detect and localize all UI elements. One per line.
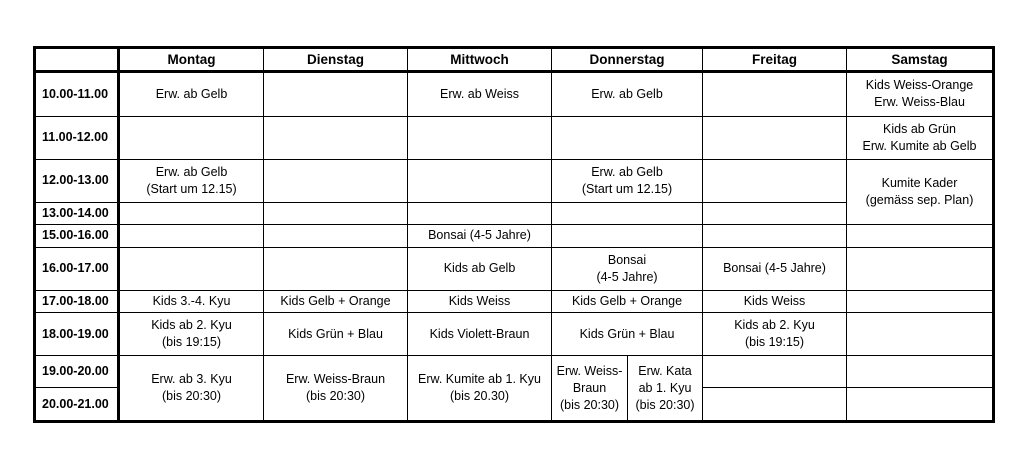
- row-16: [35, 247, 994, 290]
- cell-do-15: [552, 225, 703, 247]
- row-12: [35, 159, 994, 202]
- cell-mi-10: Erw. ab Weiss: [408, 72, 552, 117]
- cell-sa-11: Kids ab Grün Erw. Kumite ab Gelb: [847, 116, 994, 159]
- cell-mi-17: Kids Weiss: [408, 290, 552, 312]
- cell-mo-15: [119, 225, 264, 247]
- cell-fr-18: Kids ab 2. Kyu (bis 19:15): [703, 313, 847, 356]
- cell-sa-19: [847, 356, 994, 388]
- cell-fr-20: [703, 388, 847, 422]
- time-cell: 18.00-19.00: [35, 313, 119, 356]
- header-day-samstag: Samstag: [847, 48, 994, 72]
- cell-mi-16: Kids ab Gelb: [408, 247, 552, 290]
- time-cell: 20.00-21.00: [35, 388, 119, 422]
- cell-do-17: Kids Gelb + Orange: [552, 290, 703, 312]
- cell-sa-20: [847, 388, 994, 422]
- cell-do-19-b: Erw. Kata ab 1. Kyu (bis 20:30): [628, 356, 703, 422]
- header-day-donnerstag: Donnerstag: [552, 48, 703, 72]
- cell-fr-19: [703, 356, 847, 388]
- row-19: [35, 356, 994, 388]
- row-10: [35, 72, 994, 117]
- time-cell: 13.00-14.00: [35, 203, 119, 225]
- header-corner: [35, 48, 119, 72]
- cell-sa-17: [847, 290, 994, 312]
- time-cell: 17.00-18.00: [35, 290, 119, 312]
- time-cell: 15.00-16.00: [35, 225, 119, 247]
- header-day-montag: Montag: [119, 48, 264, 72]
- time-cell: 12.00-13.00: [35, 159, 119, 202]
- header-day-mittwoch: Mittwoch: [408, 48, 552, 72]
- time-cell: 16.00-17.00: [35, 247, 119, 290]
- cell-sa-12: Kumite Kader (gemäss sep. Plan): [847, 159, 994, 225]
- cell-di-13: [264, 203, 408, 225]
- cell-do-11: [552, 116, 703, 159]
- cell-fr-10: [703, 72, 847, 117]
- time-cell: 19.00-20.00: [35, 356, 119, 388]
- cell-mo-19: Erw. ab 3. Kyu (bis 20:30): [119, 356, 264, 422]
- row-18: [35, 313, 994, 356]
- cell-mi-12: [408, 159, 552, 202]
- cell-fr-17: Kids Weiss: [703, 290, 847, 312]
- cell-mi-19: Erw. Kumite ab 1. Kyu (bis 20.30): [408, 356, 552, 422]
- row-11: [35, 116, 994, 159]
- cell-di-10: [264, 72, 408, 117]
- cell-mi-11: [408, 116, 552, 159]
- cell-do-16: Bonsai (4-5 Jahre): [552, 247, 703, 290]
- cell-do-19-a: Erw. Weiss- Braun (bis 20:30): [552, 356, 628, 422]
- cell-mi-18: Kids Violett-Braun: [408, 313, 552, 356]
- header-day-freitag: Freitag: [703, 48, 847, 72]
- cell-fr-16: Bonsai (4-5 Jahre): [703, 247, 847, 290]
- row-15: [35, 225, 994, 247]
- cell-mo-17: Kids 3.-4. Kyu: [119, 290, 264, 312]
- cell-do-10: Erw. ab Gelb: [552, 72, 703, 117]
- cell-sa-16: [847, 247, 994, 290]
- cell-mi-13: [408, 203, 552, 225]
- row-17: [35, 290, 994, 312]
- time-cell: 11.00-12.00: [35, 116, 119, 159]
- cell-do-12: Erw. ab Gelb (Start um 12.15): [552, 159, 703, 202]
- cell-mo-16: [119, 247, 264, 290]
- cell-mi-15: Bonsai (4-5 Jahre): [408, 225, 552, 247]
- cell-di-17: Kids Gelb + Orange: [264, 290, 408, 312]
- cell-mo-10: Erw. ab Gelb: [119, 72, 264, 117]
- header-row: [35, 48, 994, 72]
- cell-di-16: [264, 247, 408, 290]
- cell-sa-15: [847, 225, 994, 247]
- cell-fr-12: [703, 159, 847, 202]
- cell-sa-10: Kids Weiss-Orange Erw. Weiss-Blau: [847, 72, 994, 117]
- schedule-table: [33, 46, 995, 423]
- time-cell: 10.00-11.00: [35, 72, 119, 117]
- cell-mo-11: [119, 116, 264, 159]
- cell-di-19: Erw. Weiss-Braun (bis 20:30): [264, 356, 408, 422]
- cell-di-12: [264, 159, 408, 202]
- cell-mo-12: Erw. ab Gelb (Start um 12.15): [119, 159, 264, 202]
- header-day-dienstag: Dienstag: [264, 48, 408, 72]
- cell-di-15: [264, 225, 408, 247]
- cell-mo-18: Kids ab 2. Kyu (bis 19:15): [119, 313, 264, 356]
- cell-fr-13: [703, 203, 847, 225]
- cell-di-18: Kids Grün + Blau: [264, 313, 408, 356]
- cell-do-18: Kids Grün + Blau: [552, 313, 703, 356]
- cell-fr-15: [703, 225, 847, 247]
- cell-di-11: [264, 116, 408, 159]
- cell-do-13: [552, 203, 703, 225]
- cell-fr-11: [703, 116, 847, 159]
- cell-sa-18: [847, 313, 994, 356]
- cell-mo-13: [119, 203, 264, 225]
